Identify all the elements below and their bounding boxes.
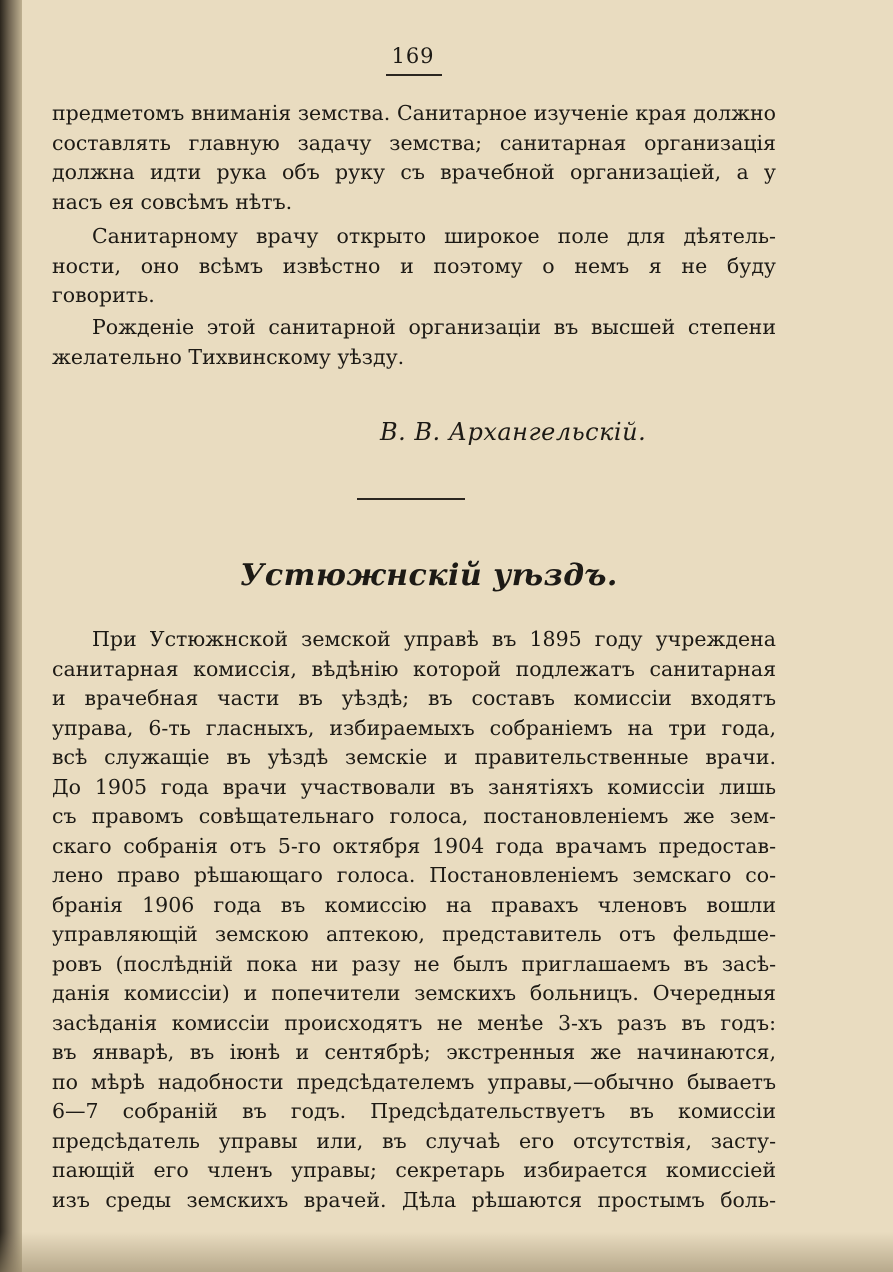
text-line: 6—7 собраній въ годъ. Предсѣдательствуетъ въ комиссіи bbox=[52, 1099, 776, 1123]
text-line: всѣ служащіе въ уѣздѣ земскіе и правительственные врачи. bbox=[52, 745, 776, 769]
author-signature: В. В. Архангельскій. bbox=[380, 418, 647, 446]
text-line: должна идти рука объ руку съ врачебной организаціей, а у bbox=[52, 160, 776, 184]
text-line: предсѣдатель управы или, въ случаѣ его отсутствія, засту- bbox=[52, 1128, 776, 1153]
text-line: по мѣрѣ надобности предсѣдателемъ управы,—обычно бываетъ bbox=[52, 1069, 776, 1094]
page-bottom-shadow bbox=[0, 1232, 893, 1272]
text-line: пающій его членъ управы; секретарь избирается комиссіей bbox=[52, 1158, 776, 1182]
section-heading: Устюжнскій уѣздъ. bbox=[240, 558, 618, 593]
text-line: данія комиссіи) и попечители земскихъ больницъ. Очередныя bbox=[52, 981, 776, 1005]
text-line: До 1905 года врачи участвовали въ занятіяхъ комиссіи лишь bbox=[52, 774, 776, 799]
text-line: При Устюжнской земской управѣ въ 1895 году учреждена bbox=[92, 627, 776, 651]
text-line: изъ среды земскихъ врачей. Дѣла рѣшаются простымъ боль- bbox=[52, 1187, 776, 1212]
page-number: 169 bbox=[391, 44, 435, 68]
paragraph-2 bbox=[52, 222, 776, 311]
text-line: ности, оно всѣмъ извѣстно и поэтому о немъ я не буду bbox=[52, 253, 776, 278]
section-divider bbox=[357, 498, 465, 500]
paragraph-3 bbox=[52, 313, 776, 372]
text-line: ровъ (послѣдній пока ни разу не былъ приглашаемъ въ засѣ- bbox=[52, 951, 776, 976]
text-line: въ январѣ, въ іюнѣ и сентябрѣ; экстренныя же начинаются, bbox=[52, 1040, 776, 1064]
text-line: управа, 6-ть гласныхъ, избираемыхъ собраніемъ на три года, bbox=[52, 715, 776, 740]
text-line: санитарная комиссія, вѣдѣнію которой подлежатъ санитарная bbox=[52, 656, 776, 681]
paragraph-4 bbox=[52, 625, 776, 1215]
text-line: составлять главную задачу земства; санитарная организація bbox=[52, 130, 776, 155]
text-line: управляющій земскою аптекою, представитель отъ фельдше- bbox=[52, 922, 776, 946]
text-line: предметомъ вниманія земства. Санитарное изученіе края должно bbox=[52, 101, 776, 125]
text-line: засѣданія комиссіи происходятъ не менѣе 3-хъ разъ въ годъ: bbox=[52, 1010, 776, 1035]
text-line: бранія 1906 года въ комиссію на правахъ членовъ вошли bbox=[52, 892, 776, 917]
text-line: лено право рѣшающаго голоса. Постановленіемъ земскаго со- bbox=[52, 863, 776, 887]
page-number-rule bbox=[386, 74, 442, 76]
text-line: скаго собранія отъ 5-го октября 1904 года врачамъ предостав- bbox=[52, 833, 776, 858]
text-line: и врачебная части въ уѣздѣ; въ составъ комиссіи входятъ bbox=[52, 686, 776, 710]
text-line: Санитарному врачу открыто широкое поле для дѣятель- bbox=[92, 224, 776, 248]
text-line: говорить. bbox=[52, 283, 155, 307]
paragraph-1 bbox=[52, 99, 776, 217]
text-line: желательно Тихвинскому уѣзду. bbox=[52, 344, 405, 369]
book-binding-edge bbox=[0, 0, 22, 1272]
text-line: Рожденіе этой санитарной организаціи въ высшей степени bbox=[92, 315, 776, 339]
text-line: насъ ея совсѣмъ нѣтъ. bbox=[52, 189, 293, 214]
text-line: съ правомъ совѣщательнаго голоса, постановленіемъ же зем- bbox=[52, 804, 776, 828]
